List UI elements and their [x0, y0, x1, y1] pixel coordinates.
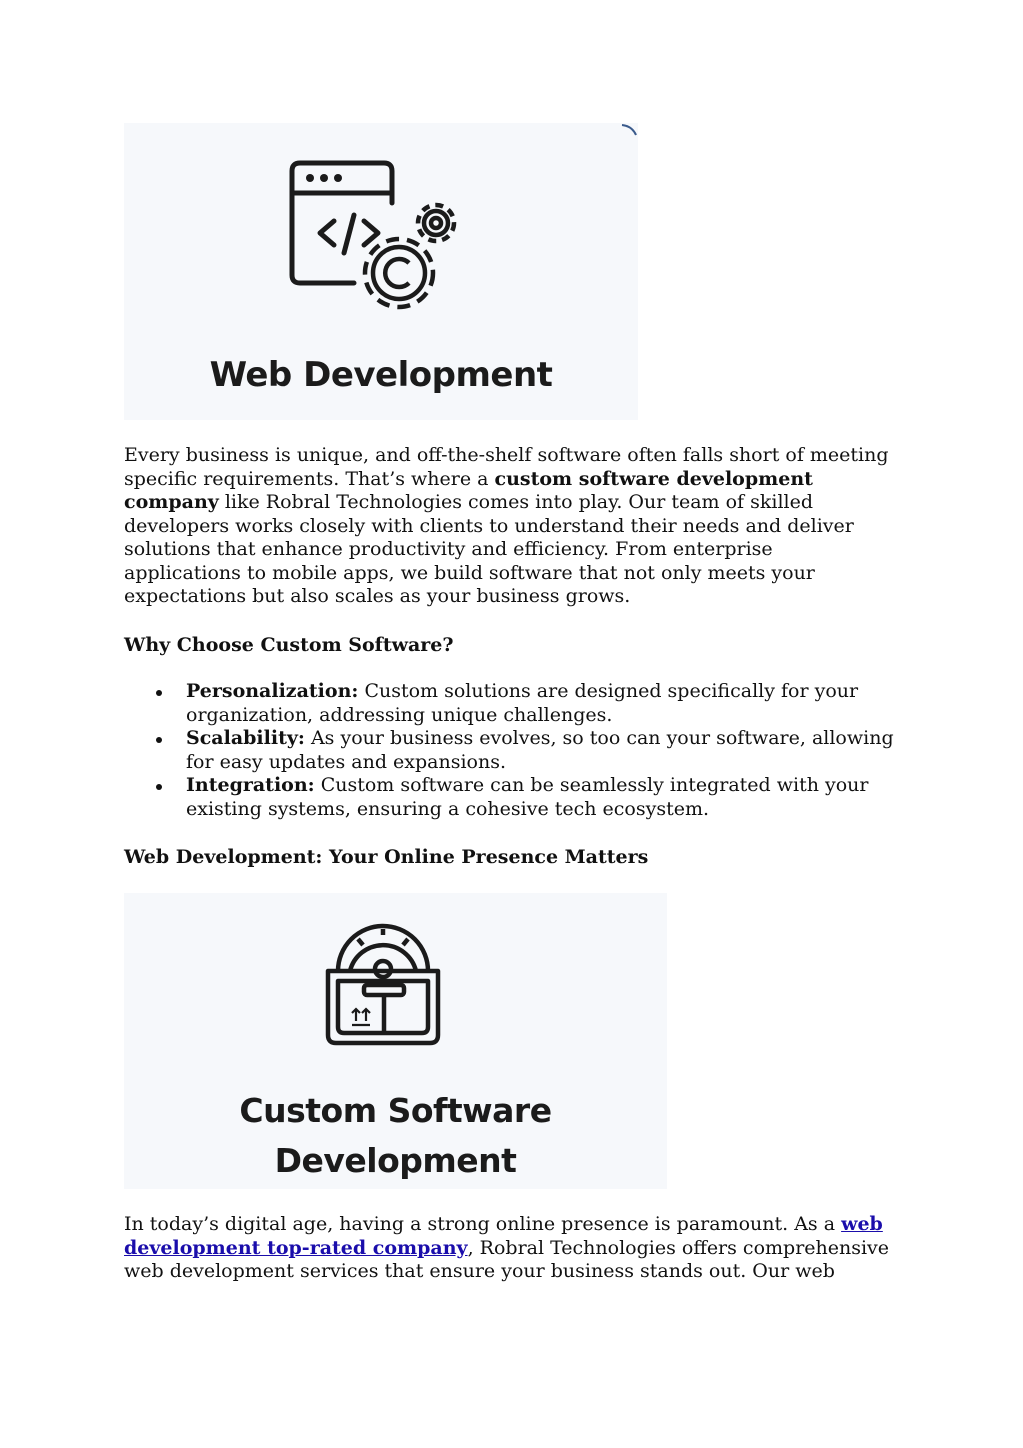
list-item: Personalization: Custom solutions are designed specifically for your organization, addressing unique challenges.: [124, 680, 894, 727]
bullet-dot: [156, 737, 162, 743]
why-heading: Why Choose Custom Software?: [124, 634, 454, 656]
closing-paragraph: In today’s digital age, having a strong online presence is paramount. As a web development top-rated company, Robral Technologies offers comprehensive web development services that ensure your business stands out. Our web: [124, 1213, 890, 1282]
image-caption: Web Development: [209, 355, 553, 395]
image-caption: [124, 1086, 667, 1186]
web-development-image: [124, 123, 638, 420]
intro-paragraph: Every business is unique, and off-the-shelf software often falls short of meeting specific requirements. That’s where a custom software development company like Robral Technologies comes into play. Our team of skilled developers works closely with clients to understand their needs and deliver solutions that enhance productivity and efficiency. From enterprise applications to mobile apps, we build software that not only meets your expectations but also scales as your business grows.: [124, 444, 889, 607]
list-item: Scalability: As your business evolves, so too can your software, allowing for easy updates and expansions.: [124, 727, 894, 774]
software-box-disc-icon: [320, 921, 450, 1051]
bullet-dot: [156, 690, 162, 696]
caption-line: Custom Software: [239, 1091, 552, 1130]
bullet-dot: [156, 784, 162, 790]
caption-line: Development: [274, 1141, 517, 1180]
web-development-company-link[interactable]: web development top-rated company: [124, 1213, 883, 1259]
list-item: Integration: Custom software can be seamlessly integrated with your existing systems, ensuring a cohesive tech ecosystem.: [124, 774, 894, 821]
benefits-list: [124, 680, 894, 821]
corner-curve-mark: [620, 123, 638, 137]
bold-phrase: custom software development company: [124, 467, 813, 513]
browser-code-gear-icon: [284, 153, 464, 323]
custom-software-image: [124, 893, 667, 1189]
web-development-heading: Web Development: Your Online Presence Matters: [124, 846, 649, 868]
